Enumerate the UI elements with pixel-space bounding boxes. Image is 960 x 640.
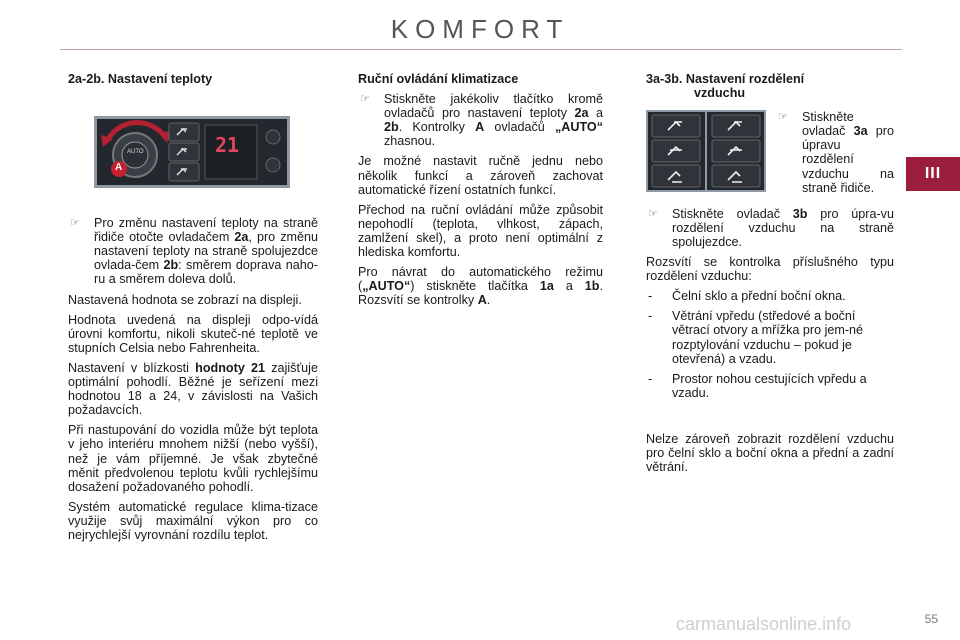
air-distribution-buttons-image [646,110,766,192]
section-heading-manual: Ruční ovládání klimatizace [358,72,519,86]
paragraph: Při nastupování do vozidla může být teplota v jeho interiéru mnohem nižší (nebo vyšší), než je vám příjemné. Je však zbytečné měnit předvolenou teplotu kvůli rychlejšímu dosažení požadovaného pohodlí. [68,423,318,494]
section-heading-distribution: 3a-3b. Nastavení rozdělení vzduchu [646,72,805,101]
pointing-hand-icon: ☞ [648,207,658,220]
page-title: KOMFORT [390,14,570,44]
list-item: - Čelní sklo a přední boční okna. [648,289,846,304]
climate-panel-illustration [97,119,287,185]
paragraph: Pro návrat do automatického režimu („AUTO“) stiskněte tlačítka 1a a 1b. Rozsvítí se kontrolky A. [358,265,603,308]
paragraph: Nelze zároveň zobrazit rozdělení vzduchu pro čelní sklo a boční okna a přední a zadní větrání. [646,431,894,475]
list-item: - Větrání vpředu (středové a boční větrací otvory a mřížka pro jem-né rozptylování vzduchu – pokud je otevřená) a vzadu. [648,309,864,366]
paragraph: Hodnota uvedená na displeji odpo-vídá úrovni komfortu, nikoli skuteč-né teplotě ve stupních Celsia nebo Fahrenheita. [68,312,318,355]
paragraph: Nastavená hodnota se zobrazí na displeji. [68,292,302,307]
paragraph: Je možné nastavit ručně jednu nebo několik funkcí a zároveň zachovat automatické řízení ostatních funkcí. [358,154,603,197]
paragraph: Přechod na ruční ovládání může způsobit nepohodlí (teplota, vlhkost, zápach, zamlžení skel), a proto není optimální z hlediska komfortu. [358,202,603,260]
column-manual-control [358,72,603,313]
list-item: ☞ Stiskněte jakékoliv tlačítko kromě ovladačů pro nastavení teploty 2a a 2b. Kontrolky A ovladačů „AUTO“ zhasnou. [360,92,603,149]
paragraph: Rozsvítí se kontrolka příslušného typu rozdělení vzduchu: [646,255,894,284]
airflow-seat-icon [648,112,764,190]
list-item: ☞ Stiskněte ovladač 3b pro úpra-vu rozdělení vzduchu na straně spolujezdce. [648,206,894,249]
page-number: 55 [924,612,938,626]
header-divider [60,49,902,50]
auto-label: AUTO [127,149,144,155]
pointing-hand-icon: ☞ [778,111,788,124]
list-item: - Prostor nohou cestujících vpředu a vzadu. [648,371,867,400]
section-heading-temperature: 2a-2b. Nastavení teploty [68,72,213,86]
list-item: ☞ Pro změnu nastavení teploty na straně řidiče otočte ovladačem 2a, pro změnu nastavení teploty na straně spolujezdce ovlada-čem 2b: směrem doprava naho-ru a směrem doleva dolů. [70,216,318,287]
pointing-hand-icon: ☞ [360,93,370,106]
chapter-tab[interactable]: III [906,157,960,191]
marker-a: A [115,162,123,173]
pointing-hand-icon: ☞ [70,217,80,230]
paragraph: Nastavení v blízkosti hodnoty 21 zajišťuje optimální pohodlí. Běžné je seřízení mezi hodnotou 18 a 24, v závislosti na Vašich požadavcích. [68,360,318,418]
watermark: carmanualsonline.info [676,614,852,634]
list-item: ☞ Stiskněte ovladač 3a pro úpravu rozdělení vzduchu na straně řidiče. [778,110,894,195]
temperature-control-panel-image [94,116,290,188]
temperature-display: 21 [215,133,240,157]
paragraph: Systém automatické regulace klima-tizace využije svůj maximální výkon pro co nejrychlejší vyrovnání rozdílu teplot. [68,499,318,542]
